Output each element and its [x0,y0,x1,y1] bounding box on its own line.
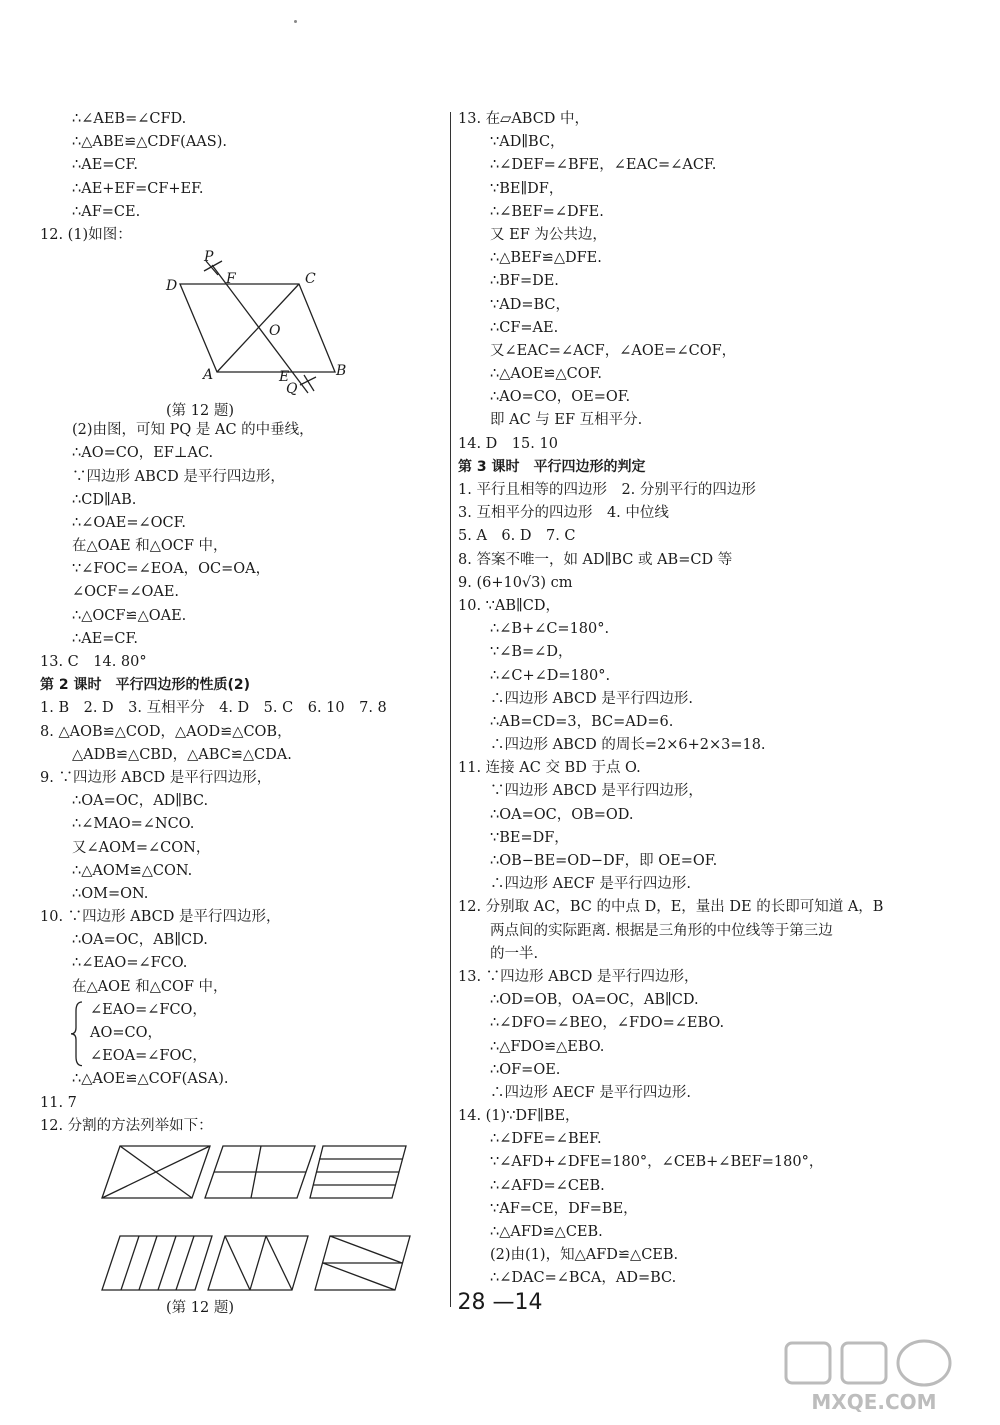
text-line: ∴OF=OE. [490,1061,561,1078]
watermark-logo [774,1337,974,1417]
text-line: ∵∠FOC=∠EOA，OC=OA， [72,561,271,578]
text-line: ∴BF=DE. [490,273,559,290]
text-line: 的一半. [490,945,539,962]
text-line: ∴OA=OC，AB∥CD. [72,932,208,949]
left-column [40,108,440,1318]
text-line: 8. △AOB≌△COD，△AOD≌△COB， [40,723,292,740]
text-line: ∵AF=CE，DF=BE， [490,1200,638,1217]
text-line: 14. D 15. 10 [458,435,558,452]
text-line: 3. 互相平分的四边形 4. 中位线 [458,505,669,522]
division-triangles [208,1236,308,1290]
text-line: 12. 分别取 AC，BC 的中点 D，E，量出 DE 的长即可知道 A，B [458,899,884,916]
text-line: (2)由(1)，知△AFD≌△CEB. [490,1247,679,1264]
text-line: 两点间的实际距离. 根据是三角形的中位线等于第三边 [490,922,833,939]
text-line: ∴∠BEF=∠DFE. [490,203,604,220]
text-line: ∴CF=AE. [490,319,559,336]
scan-dot [294,20,297,23]
label-a: A [203,367,214,384]
text-line: ∴四边形 AECF 是平行四边形. [490,1084,692,1101]
text-line: ∵∠AFD+∠DFE=180°，∠CEB+∠BEF=180°， [490,1154,824,1171]
text-line: 11. 7 [40,1094,77,1111]
text-line: ∴OM=ON. [72,885,149,902]
text-line: ∴AO=CO，EF⊥AC. [72,445,214,462]
text-line: ∴OA=OC，AD∥BC. [72,793,209,810]
text-line: 在△AOE 和△COF 中， [72,978,228,995]
brace-line: AO=CO， [90,1025,162,1041]
text-line: ∴∠DAC=∠BCA，AD=BC. [490,1270,677,1287]
text-line: 又∠AOM=∠CON， [72,839,211,856]
text-line: ∴AF=CE. [72,203,141,220]
division-slanted-strips [102,1236,212,1290]
text-line: ∵BE∥DF， [490,180,564,197]
division-diagonals [102,1146,210,1198]
text-line: ∴△AOE≌△COF(ASA). [72,1071,229,1088]
text-line: 8. 答案不唯一，如 AD∥BC 或 AB=CD 等 [458,551,733,568]
right-column [458,108,968,1291]
text-line: 10. ∵AB∥CD， [458,597,560,614]
column-divider [450,112,451,1307]
text-line: ∴OB−BE=OD−DF，即 OE=OF. [490,853,718,869]
text-line: 1. 平行且相等的四边形 2. 分别平行的四边形 [458,482,756,498]
parallelogram-diagram [40,247,440,395]
text-line: ∴OA=OC，OB=OD. [490,806,634,823]
text-line: ∴△AOM≌△CON. [72,862,193,879]
text-line: 14. (1)∵DF∥BE， [458,1108,580,1125]
text-line: ∴△OCF≌△OAE. [72,607,187,624]
label-e: E [279,369,290,386]
text-line: ∴△AOE≌△COF. [490,366,603,383]
text-line: ∴∠AFD=∠CEB. [490,1177,605,1194]
label-o: O [269,323,281,340]
text-line: 即 AC 与 EF 互相平分. [490,412,643,429]
section-heading: 第 3 课时 平行四边形的判定 [458,458,646,475]
text-line: ∵∠B=∠D， [490,644,573,661]
text-line: ∵四边形 ABCD 是平行四边形， [490,783,703,800]
text-line: ∴△FDO≌△EBO. [490,1038,605,1055]
label-c: C [305,271,316,288]
brace-line: ∠EOA=∠FOC， [90,1048,207,1065]
brace-system [40,999,440,1069]
text-line: 5. A 6. D 7. C [458,528,576,545]
text-line: ∴∠EAO=∠FCO. [72,955,188,972]
text-line: ∴∠MAO=∠NCO. [72,816,195,833]
label-f: F [226,271,236,288]
text-line: ∴AE=CF. [72,157,138,174]
text-line: 1. B 2. D 3. 互相平分 4. D 5. C 6. 10 7. 8 [40,700,387,717]
text-line: ∴AE+EF=CF+EF. [72,180,204,197]
left-brace [70,999,84,1069]
label-d: D [166,278,178,295]
section-heading: 第 2 课时 平行四边形的性质(2) [40,677,251,694]
label-q: Q [286,381,298,396]
label-p: P [204,249,214,266]
text-line: 11. 连接 AC 交 BD 于点 O. [458,760,641,777]
text-line: ∴四边形 ABCD 是平行四边形. [490,690,693,707]
text-line: ∵AD∥BC， [490,134,565,151]
figure-caption: (第 12 题) [166,403,234,420]
text-line: 12. 分割的方法列举如下： [40,1117,213,1134]
text-line: ∠OCF=∠OAE. [72,584,180,601]
text-line: ∴△AFD≌△CEB. [490,1224,603,1240]
text-line: 9. ∵四边形 ABCD 是平行四边形， [40,769,272,786]
text-line: ∴∠DEF=∠BFE，∠EAC=∠ACF. [490,157,717,174]
text-line: ∴∠DFE=∠BEF. [490,1131,602,1148]
text-line: 又∠EAC=∠ACF，∠AOE=∠COF， [490,342,737,359]
text-line: ∴AE=CF. [72,630,138,647]
text-line: 13. C 14. 80° [40,654,147,670]
division-horizontal-strips [310,1146,406,1198]
text-line: 又 EF 为公共边， [490,226,607,243]
division-zigzag [315,1236,410,1290]
text-line: (2)由图，可知 PQ 是 AC 的中垂线， [72,422,314,439]
text-line: ∴四边形 ABCD 的周长=2×6+2×3=18. [490,737,766,754]
text-line: 12. (1)如图： [40,226,132,243]
text-line: 13. 在▱ABCD 中， [458,111,590,127]
text-line: ∴AO=CO，OE=OF. [490,389,631,406]
text-line: 在△OAE 和△OCF 中， [72,538,228,555]
text-line: ∴∠B+∠C=180°. [490,621,610,638]
brace-line: ∠EAO=∠FCO， [90,1001,207,1018]
text-line: △ADB≌△CBD，△ABC≌△CDA. [72,746,292,763]
text-line: ∴∠AEB=∠CFD. [72,111,187,127]
text-line: 9. (6+10√3) cm [458,574,573,591]
text-line: ∴CD∥AB. [72,491,137,508]
text-line: ∵四边形 ABCD 是平行四边形， [72,468,285,485]
text-line: ∴∠OAE=∠OCF. [72,514,187,531]
text-line: ∴AB=CD=3，BC=AD=6. [490,713,674,730]
text-line: ∴OD=OB，OA=OC，AB∥CD. [490,992,699,1009]
figure-caption: (第 12 题) [166,1299,234,1316]
text-line: ∴四边形 AECF 是平行四边形. [490,876,692,893]
text-line: 13. ∵四边形 ABCD 是平行四边形， [458,968,699,985]
text-line: ∴△ABE≌△CDF(AAS). [72,134,227,151]
division-diagrams [40,1138,440,1292]
text-line: 10. ∵四边形 ABCD 是平行四边形， [40,909,281,926]
label-b: B [336,363,347,380]
svg-text:MXQE.COM: MXQE.COM [811,1390,937,1414]
figure-12-parallelogram [40,247,440,419]
division-grid [205,1146,315,1198]
text-line: ∵AD=BC， [490,296,570,313]
text-line: ∵BE=DF， [490,829,569,846]
diagonal-ac [217,284,299,372]
text-line: ∴△BEF≌△DFE. [490,250,602,267]
text-line: ∴∠DFO=∠BEO，∠FDO=∠EBO. [490,1015,725,1032]
text-line: ∴∠C+∠D=180°. [490,667,611,684]
page-number: 28 —14 [457,1290,543,1315]
